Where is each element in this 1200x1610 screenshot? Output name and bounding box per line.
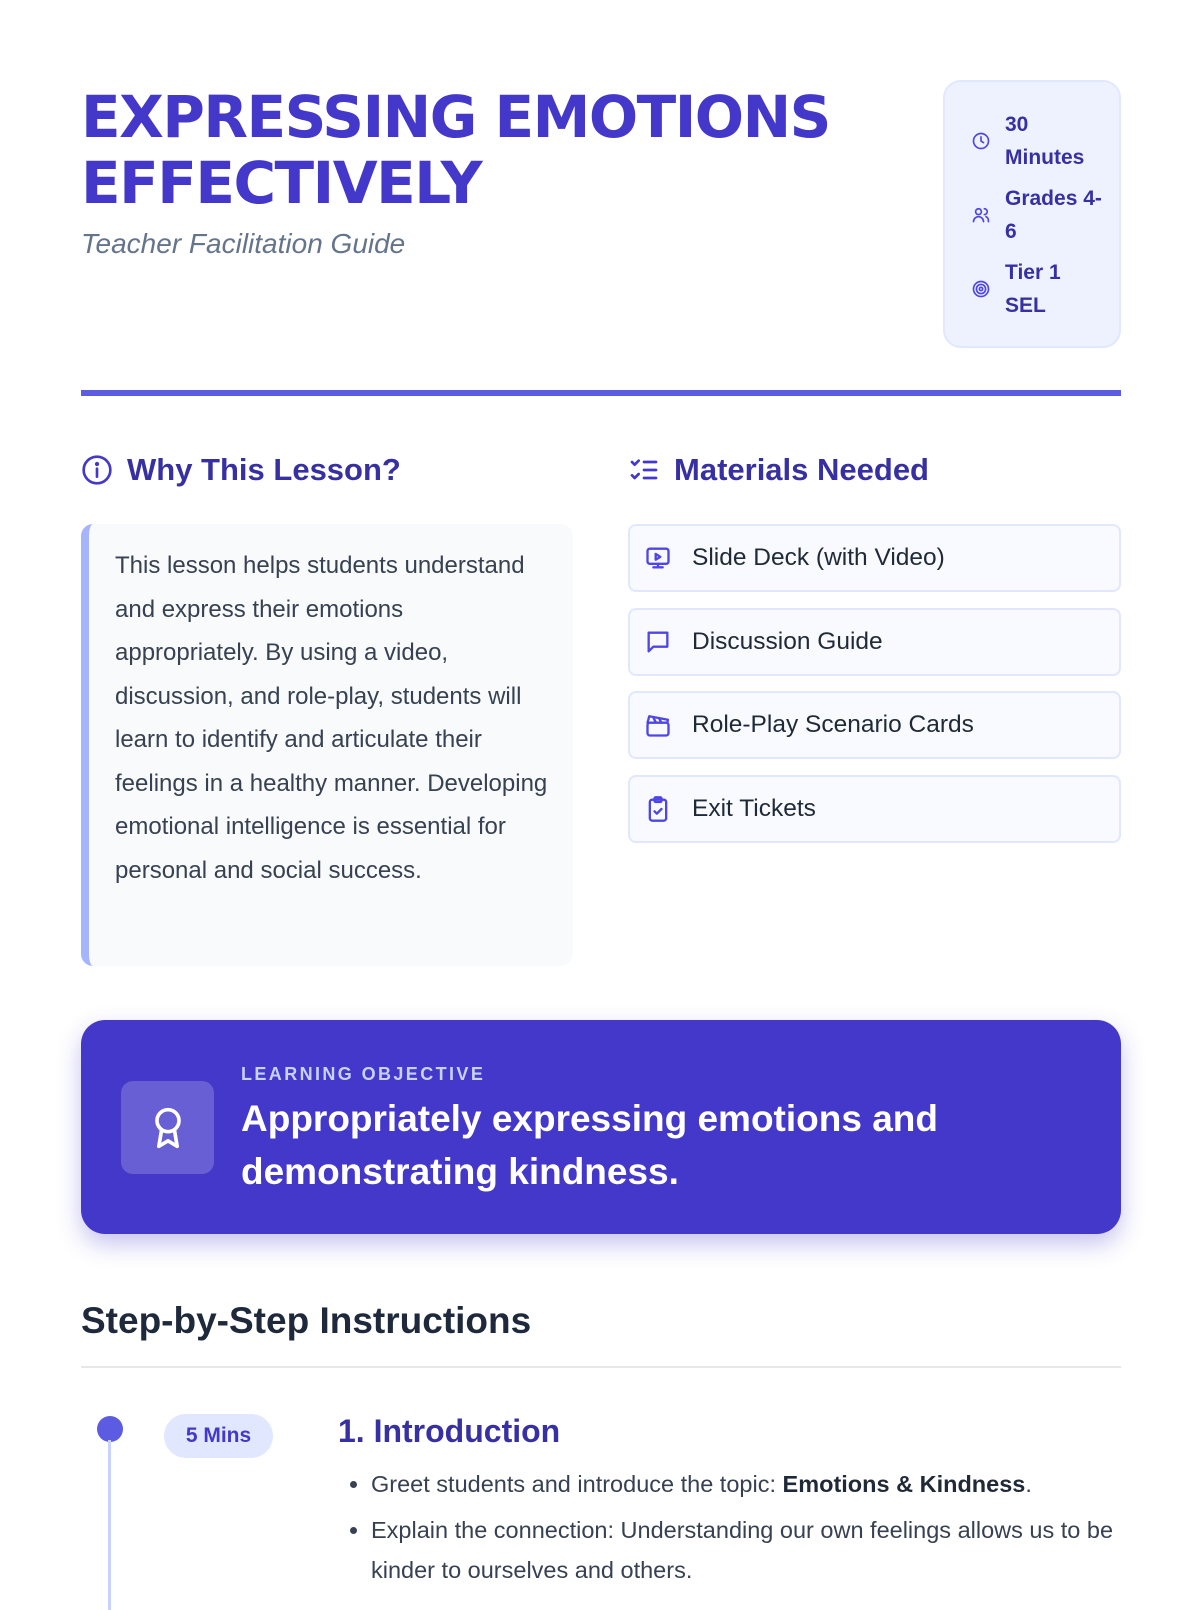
checklist-icon <box>628 454 660 486</box>
steps-divider <box>81 1366 1121 1368</box>
materials-list <box>628 524 1121 858</box>
why-heading-label: Why This Lesson? <box>127 452 401 487</box>
objective-text: Appropriately expressing emotions and demonstrating kindness. <box>241 1098 938 1192</box>
lesson-header <box>81 80 1121 350</box>
step-bullet <box>371 1464 1151 1504</box>
materials-heading-label: Materials Needed <box>674 452 929 487</box>
material-item-slide-deck <box>628 524 1121 592</box>
timeline-dot <box>97 1416 123 1442</box>
why-body-text: This lesson helps students understand and express their emotions appropriately. By using a video, discussion, and role-play, students will learn to identify and articulate their feelings in a healthy manner. Developing emotional intelligence is essential for personal and social success. <box>115 552 548 884</box>
objective-icon-box <box>121 1081 214 1174</box>
material-item-exit-tickets <box>628 775 1121 843</box>
duration-badge: 5 Mins <box>164 1414 273 1458</box>
meta-grades-text: Grades 4-6 <box>1005 187 1102 243</box>
award-icon <box>146 1106 190 1150</box>
clock-icon <box>971 131 991 151</box>
why-callout <box>81 524 573 966</box>
material-label: Discussion Guide <box>692 627 883 655</box>
target-icon <box>971 279 991 299</box>
meta-grades <box>971 182 1103 248</box>
meta-tier <box>971 256 1103 322</box>
objective-label: LEARNING OBJECTIVE <box>241 1064 486 1084</box>
material-label: Slide Deck (with Video) <box>692 544 945 571</box>
bullet-text: Greet students and introduce the topic: <box>371 1471 783 1497</box>
header-divider <box>81 390 1121 396</box>
info-icon <box>81 454 113 486</box>
materials-heading <box>628 452 929 488</box>
material-label: Role-Play Scenario Cards <box>692 711 974 738</box>
bullet-text-end: . <box>1025 1471 1032 1497</box>
page-subtitle: Teacher Facilitation Guide <box>81 228 406 259</box>
step-title: 1. Introduction <box>338 1413 561 1449</box>
material-item-role-play-cards <box>628 691 1121 759</box>
learning-objective-banner <box>81 1020 1121 1234</box>
lesson-meta-card <box>943 80 1121 348</box>
meta-duration <box>971 108 1103 174</box>
page-title: EXPRESSING EMOTIONS EFFECTIVELY <box>81 83 830 217</box>
meta-duration-text: 30 Minutes <box>1005 113 1085 169</box>
message-square-icon <box>644 628 672 656</box>
steps-heading: Step-by-Step Instructions <box>81 1300 532 1341</box>
step-bullet-list <box>339 1464 1151 1596</box>
presentation-icon <box>644 544 672 572</box>
users-icon <box>971 205 991 225</box>
clapperboard-icon <box>644 711 672 739</box>
material-label: Exit Tickets <box>692 794 816 822</box>
clipboard-check-icon <box>644 795 672 823</box>
why-heading <box>81 452 401 488</box>
bullet-text: Explain the connection: Understanding our own feelings allows us to be kinder to ourselves and others. <box>371 1517 1114 1583</box>
timeline-line <box>108 1440 111 1610</box>
meta-tier-text: Tier 1 SEL <box>1005 261 1061 317</box>
bullet-emphasis: Emotions & Kindness <box>782 1471 1026 1497</box>
step-bullet <box>371 1510 1151 1590</box>
material-item-discussion-guide <box>628 608 1121 676</box>
